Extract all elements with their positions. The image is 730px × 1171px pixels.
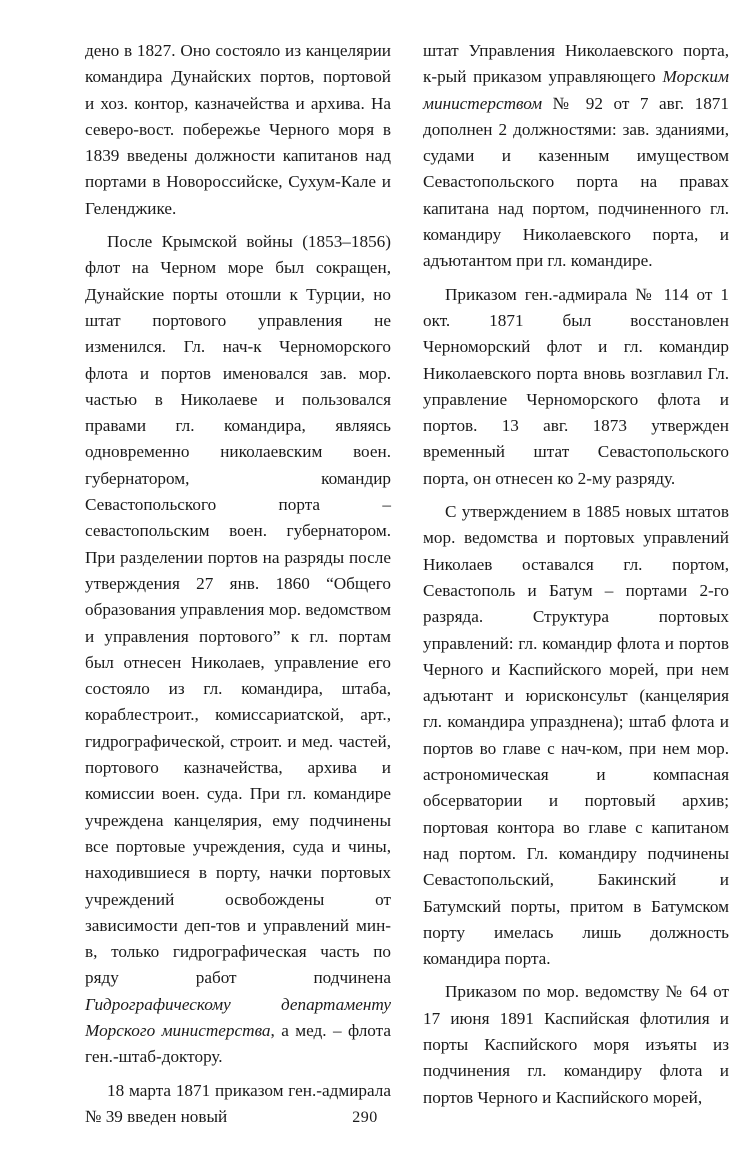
left-paragraph-2 xyxy=(85,229,391,1071)
left-text-column xyxy=(85,38,391,1130)
right-text-column xyxy=(423,38,729,1111)
left-paragraph-2-text: После Крымской войны (1853–1856) флот на Черном море был сокращен, Дунайские порты отошли к Турции, но штат портового управления не изменился. Гл. нач-к Черноморского флота и портов именовался зав. мор. частью в Николаеве и пользовался правами гл. командира, являясь одновременно николаевским воен. губернатором, командир Севастопольского порта – севастопольским воен. губернатором. При разделении портов на разряды после утверждения 27 янв. 1860 “Общего образования управления мор. ведомством и управления портового” к гл. портам был отнесен Николаев, управление его состояло из гл. командира, штаба, кораблестроит., комиссариатской, арт., гидрографической, строит. и мед. частей, портового казначейства, архива и комиссии воен. суда. При гл. командире учреждена канцелярия, ему подчинены все портовые учреждения, суда и чины, находившиеся в порту, начки портовых учреждений освобождены от зависимости деп-тов и управлений мин-в, только гидрографическая часть по ряду работ подчинена xyxy=(85,232,391,988)
left-paragraph-2-italic: Гидрографическому департаменту Морского министерства xyxy=(85,994,391,1040)
right-paragraph-3: С утверждением в 1885 новых штатов мор. ведомства и портовых управлений Николаев оставался гл. портом, Севастополь и Батум – портами 2-го разряда. Структура портовых управлений: гл. командир флота и портов Черного и Каспийского морей, при нем адъютант и юрисконсульт (канцелярия гл. командира упразднена); штаб флота и портов во главе с нач-ком, при нем мор. астрономическая и компасная обсерватории и портовый архив; портовая контора во главе с капитаном над портом. Гл. командиру подчинены Севастопольский, Бакинский и Батумский порты, притом в Батумском порту имелась лишь должность командира порта. xyxy=(423,502,729,969)
right-paragraph-4: Приказом по мор. ведомству № 64 от 17 июня 1891 Каспийская флотилия и порты Каспийского моря изъяты из подчинения гл. командиру флота и портов Черного и Каспийского морей, xyxy=(423,982,729,1107)
left-paragraph-3: 18 марта 1871 приказом ген.-адмирала № 39 введен новый xyxy=(85,1080,391,1126)
right-paragraph-1-text: штат Управления Николаевского порта, к-рый приказом управляющего xyxy=(423,41,729,87)
right-paragraph-1-italic: Морским министерством xyxy=(423,67,729,113)
left-paragraph-1: дено в 1827. Оно состояло из канцелярии командира Дунайских портов, портовой и хоз. контор, казначейства и архива. На северо-вост. побережье Черного моря в 1839 введены должности капитанов над портами в Новороссийске, Сухум-Кале и Геленджике. xyxy=(85,41,391,218)
right-paragraph-1 xyxy=(423,38,729,275)
right-paragraph-1-end: № 92 от 7 авг. 1871 дополнен 2 должностями: зав. зданиями, судами и казенным имуществом Севастопольского порта на правах капитана над портом, подчиненного гл. командиру Николаевского порта, и адъютантом при гл. командире. xyxy=(423,93,729,271)
page-number: 290 xyxy=(352,1109,378,1126)
right-paragraph-2: Приказом ген.-адмирала № 114 от 1 окт. 1871 был восстановлен Черноморский флот и гл. командир Николаевского порта вновь возглавил Гл. управление Черноморского флота и портов. 13 авг. 1873 утвержден временный штат Севастопольского порта, он отнесен ко 2-му разряду. xyxy=(423,284,729,488)
left-paragraph-2-end: , а мед. – флота ген.-штаб-доктору. xyxy=(85,1020,392,1067)
